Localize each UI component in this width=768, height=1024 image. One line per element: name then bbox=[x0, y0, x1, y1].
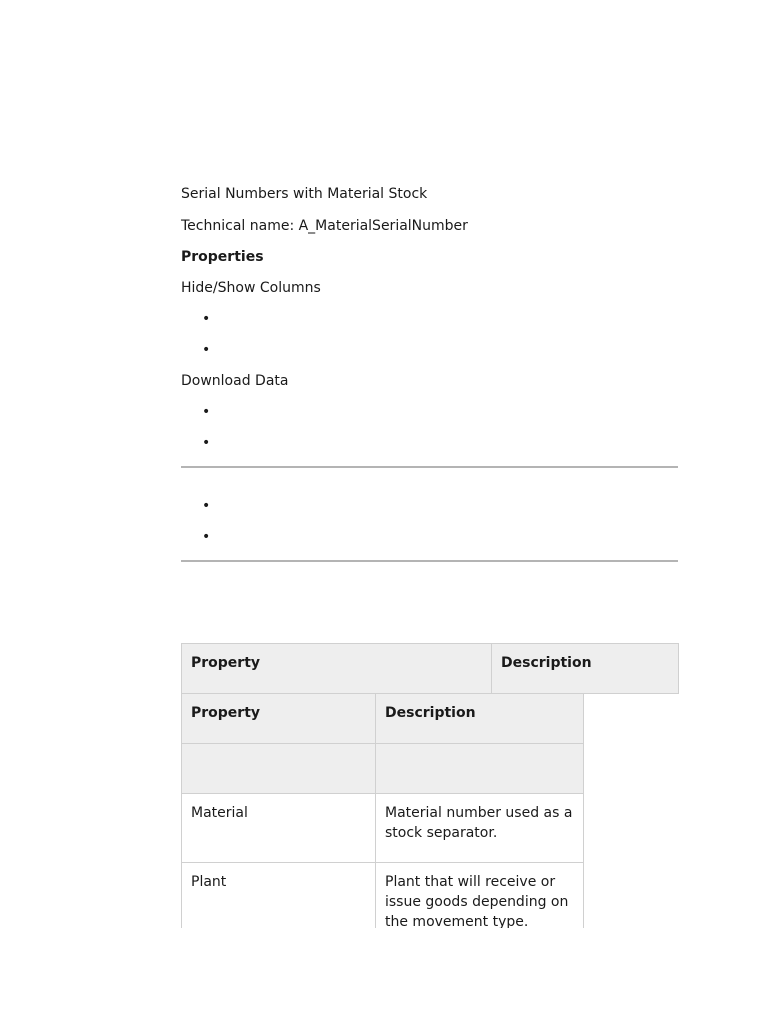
table-header-row bbox=[182, 694, 584, 744]
table-cell bbox=[376, 744, 584, 794]
bullet-icon: • bbox=[202, 404, 211, 420]
table-row bbox=[182, 744, 584, 794]
table-header-row bbox=[182, 644, 679, 694]
column-header-property: Property bbox=[182, 644, 492, 694]
bullet-icon: • bbox=[202, 342, 211, 358]
divider bbox=[181, 466, 678, 468]
property-cell: Plant bbox=[182, 863, 376, 929]
table-row bbox=[182, 863, 584, 929]
properties-table bbox=[181, 693, 584, 928]
properties-table-header bbox=[181, 643, 679, 694]
property-cell: Material bbox=[182, 794, 376, 863]
properties-heading: Properties bbox=[181, 249, 264, 265]
download-data-label: Download Data bbox=[181, 373, 289, 389]
bullet-icon: • bbox=[202, 498, 211, 514]
hide-show-columns-label: Hide/Show Columns bbox=[181, 280, 321, 296]
column-header-description: Description bbox=[492, 644, 679, 694]
column-header-property: Property bbox=[182, 694, 376, 744]
page-title: Serial Numbers with Material Stock bbox=[181, 186, 428, 202]
table-row bbox=[182, 794, 584, 863]
bullet-icon: • bbox=[202, 529, 211, 545]
table-cell bbox=[182, 744, 376, 794]
technical-name: Technical name: A_MaterialSerialNumber bbox=[181, 218, 468, 234]
bullet-icon: • bbox=[202, 311, 211, 327]
divider bbox=[181, 560, 678, 562]
description-cell: Plant that will receive or issue goods depending on the movement type. bbox=[376, 863, 584, 929]
column-header-description: Description bbox=[376, 694, 584, 744]
description-cell: Material number used as a stock separator. bbox=[376, 794, 584, 863]
bullet-icon: • bbox=[202, 435, 211, 451]
